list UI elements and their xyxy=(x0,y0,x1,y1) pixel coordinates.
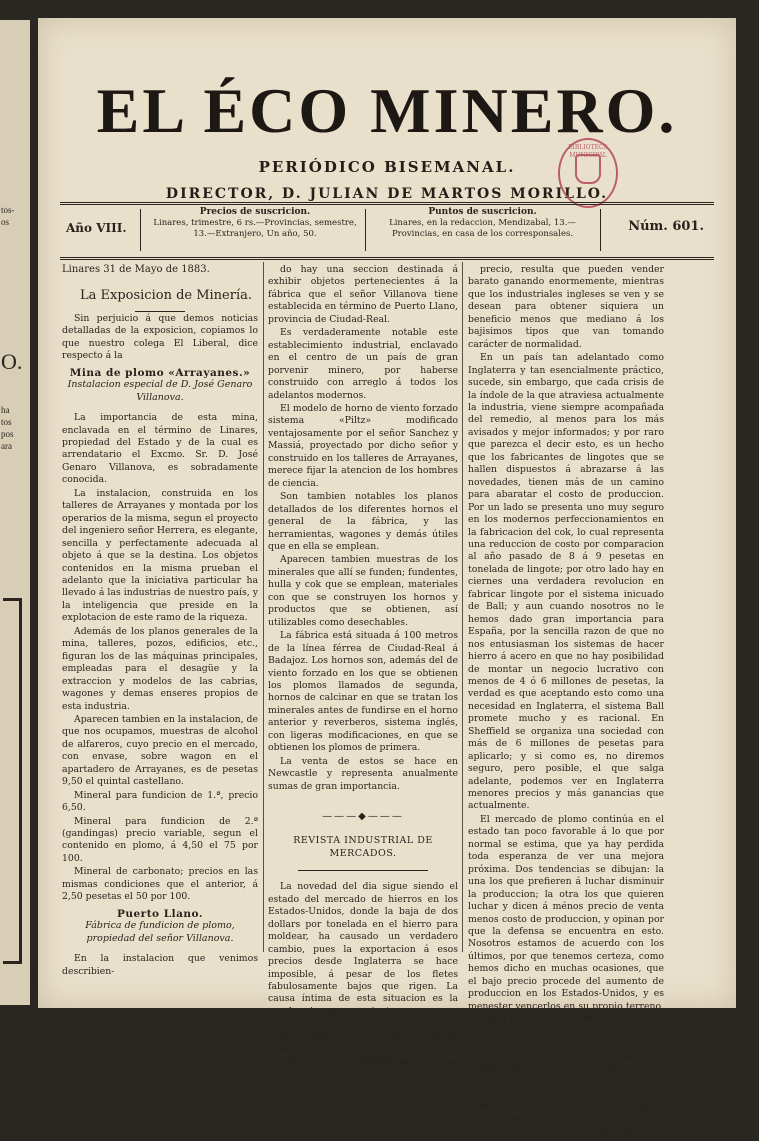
masthead-title: EL ÉCO MINERO. xyxy=(96,75,678,146)
puntos-text: Linares, en la redaccion, Mendizabal, 13.— Provincias, en casa de los corresponsales. xyxy=(389,218,576,239)
article-heading xyxy=(62,290,258,311)
paragraph: precio, resulta que pueden vender barato ganando enormemente, mientras que los industriales ingleses se ven y se desean para obtener siquiera un beneficio menos que mediano á los bajisimos tipos que van tomando carácter de normalidad. xyxy=(468,264,664,350)
divider xyxy=(140,209,141,251)
paragraph: En la instalacion que venimos describien- xyxy=(62,953,258,977)
divider xyxy=(600,209,601,251)
precios-block xyxy=(150,207,360,240)
paragraph: La fábrica está situada á 100 metros de la línea férrea de Ciudad-Real á Badajoz. Los hornos son, además del de viento forzado en los que se obtienen los plomos llamados de segunda, hornos de calcinar en que se tratan los minerales antes de fundirse en el horno anterior y reverberos, sistema inglés, con ligeras modificaciones, en que se obtienen los plomos de primera. xyxy=(268,630,458,754)
left-fragment: O. xyxy=(1,349,23,374)
paragraph: Mineral para fundicion de 2.ª (gandingas) precio variable, segun el contenido en plomo, á 4,50 el 75 por 100. xyxy=(62,815,258,864)
newspaper-page xyxy=(38,18,736,1139)
paragraph: La novedad del dia sigue siendo el estado del mercado de hierros en los Estados-Unidos, donde la baja de dos dollars por tonelada en el hierro para moldear, ha causado un verdadero cambio, pues la exportacion á esos precios desde Inglaterra se hace imposible, á pesar de los fletes fabulosamente bajos que rigen. La causa íntima de esta situacion es la escala siempre creciente en que se desarrolla la industria del hierro en los Estado-Unidos; y con su inimitable ingenio para el empleo de medios mecánicos y procedimientos con que ahorrar mano de obra y sacar partido de lo que pagan á alto xyxy=(268,881,458,1092)
paragraph: Aparecen tambien en la instalacion, de que nos ocupamos, muestras de alcohol de alfareros, cuyo precio en el mercado, con envase, sobre wagon en el apartadero de Arrayanes, es de pesetas 9,50 el quintal castellano. xyxy=(62,713,258,788)
paragraph: Mineral de carbonato; precios en las mismas condiciones que el anterior, á 2,50 pesetas el 50 por 100. xyxy=(62,866,258,903)
paragraph: La venta de estos se hace en Newcastle y representa anualmente sumas de gran importancia. xyxy=(268,755,458,792)
paragraph: Además de los planos generales de la mina, talleres, pozos, edificios, etc., figuran los de las máquinas principales, empleadas para el desagüe y la extraccion y modelos de las cabrias, wagones y demas enseres propios de esta industria. xyxy=(62,625,258,712)
left-fragment: os xyxy=(1,217,10,227)
paragraph: Aparecen tambien muestras de los minerales que allí se funden; fundentes, hulla y cok que se emplean, materiales con que se construyen los hornos y productos que se obtienen, así utilizables como desechables. xyxy=(268,554,458,628)
paragraph: La instalacion, construida en los talleres de Arrayanes y montada por los operarios de la misma, segun el proyecto del ingeniero señor Herrera, es elegante, sencilla y perfectamente adecuada al objeto á que se la destina. Los objetos contenidos en la misma prueban el adelanto que la iniciativa particular ha llevado á las industrias de nuestro país, y la inteligencia que preside en la explotacion de este ramo de la riqueza. xyxy=(62,487,258,624)
border-ornament xyxy=(3,598,22,964)
left-fragment: tos xyxy=(1,417,12,427)
adjacent-page-strip xyxy=(0,20,30,1005)
dateline: Linares 31 de Mayo de 1883. xyxy=(62,264,210,275)
subscription-bar xyxy=(60,202,714,260)
year-label: Año VIII. xyxy=(66,221,127,235)
paragraph: Es verdaderamente notable este establecimiento industrial, enclavado en el centro de un país de gran porvenir minero, por haberse construido con arreglo á todos los adelantos modernos. xyxy=(268,327,458,401)
paragraph: Sin perjuicio á que demos noticias detalladas de la exposicion, copiamos lo que nuestro colega El Liberal, dice respecto á la xyxy=(62,312,258,362)
page-background xyxy=(736,0,759,1024)
precios-heading: Precios de suscricion. xyxy=(199,207,311,217)
article-heading-text: La Exposicion de Minería. xyxy=(79,288,253,304)
column-2 xyxy=(268,264,458,1094)
library-stamp xyxy=(558,138,618,208)
paragraph: El modelo de horno de viento forzado sistema «Piltz» modificado ventajosamente por el señor Sanchez y Massiá, proyectado por dicho señor y construido en los talleres de Arrayanes, merece fijar la atencion de los hombres de ciencia. xyxy=(268,402,458,489)
paragraph: En un país tan adelantado como Inglaterra y tan esencialmente práctico, sucede, sin embargo, que cada crisis de la índole de la que atraviesa actualmente la industria, viene siempre acompañada del remedio, al menos para los más avisados y mejor informados; y por raro que parezca el decir esto, es un hecho que los fabricantes de lingotes que se hallen dispuestos á abrazarse á las novedades, tienen más de un camino para abaratar el costo de produccion. Por un lado se presenta uno muy seguro en los modernos perfeccionamientos en la fabricacion del cok, lo cual representa una reduccion de costo por comparacion al año pasado de 8 á 9 pesetas en tonelada de lingote; por otro lado hay en ciernes una verdadera revolucion en fabricar lingote por el sistema inicuado de Ball; y aun cuando nosotros no le hemos dado gran importancia para España, por la sencilla razon de que no nos entusiasman los sistemas de hacer hierro á acero en que no hay posibilidad de montar un negocio lucrativo con menos de 4 ó 6 millones de pesetas, la verdad es que aceptando esto como una necesidad en Inglaterra, el sistema Ball promete mucho y es racional. En Sheffield se organiza una sociedad con más de 6 millones de pesetas para aplicarlo; y si como es, no diremos seguro, pero posible, el que salga adelante, podemos ver en Inglaterra menores precios y más ganancias que actualmente. xyxy=(468,352,664,812)
section-title: REVISTA INDUSTRIAL DE MERCADOS. xyxy=(293,835,433,859)
precios-text: Linares, trimestre, 6 rs.—Provincias, semestre, 13.—Extranjero, Un año, 50. xyxy=(153,218,357,239)
section-title: Mina de plomo «Arrayanes.» xyxy=(69,366,251,379)
divider xyxy=(365,209,366,251)
masthead-director: DIRECTOR, D. JULIAN DE MARTOS MORILLO. xyxy=(165,186,609,202)
section-subtitle: Fábrica de fundicion de plomo, propiedad del señor Villanova. xyxy=(85,920,235,944)
paragraph: Son tambien notables los planos detallados de los diferentes hornos el general de la fábrica, y las herramientas, wagones y demás útiles que en ella se emplean. xyxy=(268,491,458,552)
left-fragment: pos xyxy=(1,429,14,439)
left-fragment: tos- xyxy=(1,205,15,215)
column-rule xyxy=(462,262,463,952)
column-rule xyxy=(263,262,264,952)
left-fragment: ha xyxy=(1,405,10,415)
heading-rule xyxy=(298,870,428,871)
ornament-divider: ———◆——— xyxy=(322,811,404,823)
column-1 xyxy=(62,264,258,979)
left-fragment: ara xyxy=(1,441,12,451)
paragraph: Los precios del cobre siguen bajos, con relacion á las existencias y á la demanda, no extrañariamos una mejora en breve en este metal. xyxy=(468,1076,664,1125)
puntos-block xyxy=(375,207,590,240)
masthead-subtitle: PERIÓDICO BISEMANAL. xyxy=(258,158,516,176)
section-title: Puerto Llano. xyxy=(116,907,204,920)
column-3 xyxy=(468,264,664,1141)
paragraph: Mineral para fundicion de 1.ª, precio 6,50. xyxy=(62,789,258,814)
issue-number: Núm. 601. xyxy=(628,219,704,234)
stamp-text: BIBLIOTECA MUNICIPAL xyxy=(568,144,608,159)
section-subtitle: Instalacion especial de D. José Genaro Villanova. xyxy=(67,379,253,403)
puntos-heading: Puntos de suscricion. xyxy=(428,207,537,217)
source-signature: (Gaceta Industrial.) xyxy=(571,1127,664,1139)
paragraph: La importancia de esta mina, enclavada en el término de Linares, propiedad del Estado y de la cual es arrendatario el Excmo. Sr. D. José Genaro Villanova, es sobradamente conocida. xyxy=(62,412,258,486)
heading-rule xyxy=(135,311,185,312)
paragraph: do hay una seccion destinada á exhibir objetos pertenecientes á la fábrica que el señor Villanova tiene establecida en término de Puerto Llano, provincia de Ciudad-Real. xyxy=(268,264,458,325)
paragraph: El mercado de plomo continúa en el estado tan poco favorable á lo que por normal se estima, que ya hay perdida toda esperanza de ver una mejora próxima. Dos tendencias se dibujan: la una los que prefieren á luchar disminuir la produccion; la otra los que quieren luchar y dicen á ménos precio de venta menos costo de produccion, y opinan por que la defensa se encuentra en esto. Nosotros estamos de acuerdo con los últimos, por que tenemos certeza, como hemos dicho en muchas ocasiones, que el bajo precio procede del aumento de produccion en los Estados-Unidos, y es menester vencerlos en su propio terreno, por que la primera remesa de plomo de América á Europa, arruinaría para siempre á la produccion española para exportar, y solo nos quedaríamos explotando los plomos argentíferos. xyxy=(468,813,664,1074)
